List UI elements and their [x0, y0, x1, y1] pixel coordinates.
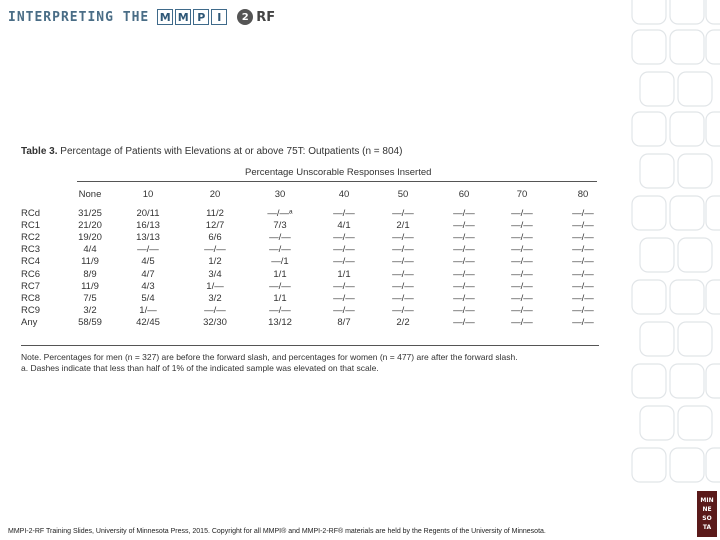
- column-header: 60: [458, 189, 470, 200]
- table-cell: —/—: [333, 280, 355, 292]
- table-cell: —/—: [453, 256, 475, 268]
- row-label: Any: [21, 316, 38, 328]
- row-label: RC6: [21, 268, 41, 280]
- table-cell: —/—: [453, 208, 475, 219]
- subheader-rule: [77, 181, 597, 182]
- row-label: RC3: [21, 244, 41, 256]
- table-cell: 4/1: [337, 220, 351, 232]
- column-header: 30: [274, 189, 286, 200]
- table-cell: —/—: [269, 280, 291, 292]
- table-cell: 1/1: [273, 292, 287, 304]
- table-cell: 2/2: [396, 316, 410, 328]
- logo-line-2: NE: [702, 506, 712, 513]
- table-cell: —/—: [453, 220, 475, 232]
- slide-header: [8, 7, 275, 27]
- header-suffix: RF: [256, 9, 276, 25]
- table-cell: —/—: [204, 304, 226, 316]
- column-header: 10: [142, 189, 154, 200]
- column-header: 80: [577, 189, 589, 200]
- table-cell: 19/20: [78, 232, 102, 244]
- decorative-pattern: [630, 0, 720, 540]
- table-cell: 13/12: [268, 316, 292, 328]
- row-label: RCd: [21, 208, 41, 219]
- row-label: RC2: [21, 232, 41, 244]
- table-cell: 13/13: [136, 232, 160, 244]
- table-cell: —/—ᵃ: [267, 208, 293, 219]
- header-circle-2: 2: [237, 9, 253, 25]
- table-cell: —/—: [453, 244, 475, 256]
- table-footnote-a: a. Dashes indicate that less than half of 1% of the indicated sample was elevated on that scale.: [21, 363, 379, 373]
- table-cell: —/—: [453, 280, 475, 292]
- column-header: None: [78, 189, 102, 200]
- logo-line-4: TA: [702, 524, 712, 531]
- table-cell: 58/59: [78, 316, 102, 328]
- table-cell: 1/1: [337, 268, 351, 280]
- row-label: RC1: [21, 220, 41, 232]
- table-cell: —/—: [333, 256, 355, 268]
- table-cell: —/—: [453, 268, 475, 280]
- table-note: Note. Percentages for men (n = 327) are before the forward slash, and percentages for women (n = 477) are after the forward slash.: [21, 352, 518, 362]
- table-cell: —/1: [271, 256, 289, 268]
- table-cell: 7/3: [273, 220, 287, 232]
- table-cell: —/—: [333, 304, 355, 316]
- university-logo: [697, 491, 717, 537]
- table-cell: 2/1: [396, 220, 410, 232]
- table-cell: —/—: [392, 208, 414, 219]
- table-cell: 16/13: [136, 220, 160, 232]
- table-cell: —/—: [333, 244, 355, 256]
- table-cell: —/—: [572, 256, 594, 268]
- table-cell: 4/4: [83, 244, 97, 256]
- table-title-text: Percentage of Patients with Elevations at or above 75T: Outpatients (n = 804): [57, 146, 403, 157]
- table-cell: 3/4: [208, 268, 222, 280]
- table-cell: —/—: [511, 244, 533, 256]
- copyright-footer: MMPI-2-RF Training Slides, University of Minnesota Press, 2015. Copyright for all MMPI® and MMPI-2-RF® materials are held by the Regents of the University of Minnesota.: [8, 528, 546, 535]
- table-cell: —/—: [204, 244, 226, 256]
- table-cell: —/—: [392, 304, 414, 316]
- table-cell: —/—: [392, 292, 414, 304]
- table-cell: —/—: [511, 220, 533, 232]
- table-cell: —/—: [392, 268, 414, 280]
- table-cell: 6/6: [208, 232, 222, 244]
- table-cell: —/—: [511, 232, 533, 244]
- table-cell: —/—: [453, 316, 475, 328]
- table-cell: —/—: [453, 292, 475, 304]
- table-cell: 1/—: [206, 280, 224, 292]
- table-cell: —/—: [333, 232, 355, 244]
- table-cell: —/—: [453, 232, 475, 244]
- table-cell: 11/9: [81, 256, 99, 268]
- header-letter-m1: M: [157, 9, 173, 25]
- table-cell: —/—: [453, 304, 475, 316]
- table-cell: 1/—: [139, 304, 157, 316]
- table-cell: 5/4: [141, 292, 155, 304]
- table-subheader: Percentage Unscorable Responses Inserted: [245, 167, 432, 178]
- table-cell: 11/9: [81, 280, 99, 292]
- table-title-label: Table 3.: [21, 146, 58, 157]
- header-letter-m2: M: [175, 9, 191, 25]
- table-cell: —/—: [269, 232, 291, 244]
- table-cell: —/—: [333, 208, 355, 219]
- bottom-rule: [21, 345, 599, 346]
- table-cell: —/—: [572, 220, 594, 232]
- table-cell: 3/2: [208, 292, 222, 304]
- table-cell: —/—: [511, 280, 533, 292]
- row-label: RC8: [21, 292, 41, 304]
- table-cell: —/—: [137, 244, 159, 256]
- table-cell: —/—: [572, 268, 594, 280]
- row-label: RC9: [21, 304, 41, 316]
- table-cell: 4/7: [141, 268, 155, 280]
- column-header: 70: [516, 189, 528, 200]
- table-cell: —/—: [392, 256, 414, 268]
- table-cell: —/—: [572, 244, 594, 256]
- column-header: 40: [338, 189, 350, 200]
- table-cell: —/—: [511, 256, 533, 268]
- table-cell: —/—: [392, 232, 414, 244]
- table-cell: 8/7: [337, 316, 351, 328]
- table-cell: —/—: [572, 304, 594, 316]
- table-cell: —/—: [269, 304, 291, 316]
- table-cell: 3/2: [83, 304, 97, 316]
- table-cell: 1/2: [208, 256, 222, 268]
- table-cell: —/—: [511, 304, 533, 316]
- table-cell: 4/3: [141, 280, 155, 292]
- column-header: 50: [397, 189, 409, 200]
- table-cell: 32/30: [203, 316, 227, 328]
- table-cell: 31/25: [78, 208, 102, 219]
- table-cell: —/—: [572, 232, 594, 244]
- table-cell: 20/11: [136, 208, 160, 219]
- row-label: RC7: [21, 280, 41, 292]
- table-cell: —/—: [392, 280, 414, 292]
- header-letter-p: P: [193, 9, 209, 25]
- logo-line-3: SO: [702, 515, 712, 522]
- table-cell: —/—: [333, 292, 355, 304]
- row-label: RC4: [21, 256, 41, 268]
- table-cell: —/—: [572, 292, 594, 304]
- table-cell: 7/5: [83, 292, 97, 304]
- logo-line-1: MIN: [700, 497, 714, 504]
- table-cell: 12/7: [205, 220, 225, 232]
- table-cell: —/—: [511, 316, 533, 328]
- table-cell: —/—: [572, 316, 594, 328]
- header-prefix: INTERPRETING THE: [8, 9, 150, 25]
- table-cell: —/—: [572, 280, 594, 292]
- table-cell: —/—: [269, 244, 291, 256]
- table-cell: —/—: [511, 208, 533, 219]
- table-cell: 21/20: [78, 220, 102, 232]
- table-cell: —/—: [392, 244, 414, 256]
- table-cell: 8/9: [83, 268, 97, 280]
- table-cell: 42/45: [136, 316, 160, 328]
- table-title: [21, 146, 402, 157]
- column-header: 20: [209, 189, 221, 200]
- table-cell: 1/1: [273, 268, 287, 280]
- table-cell: —/—: [511, 292, 533, 304]
- table-cell: 11/2: [206, 208, 224, 219]
- table-cell: —/—: [511, 268, 533, 280]
- table-cell: —/—: [572, 208, 594, 219]
- header-letter-i: I: [211, 9, 227, 25]
- table-cell: 4/5: [141, 256, 155, 268]
